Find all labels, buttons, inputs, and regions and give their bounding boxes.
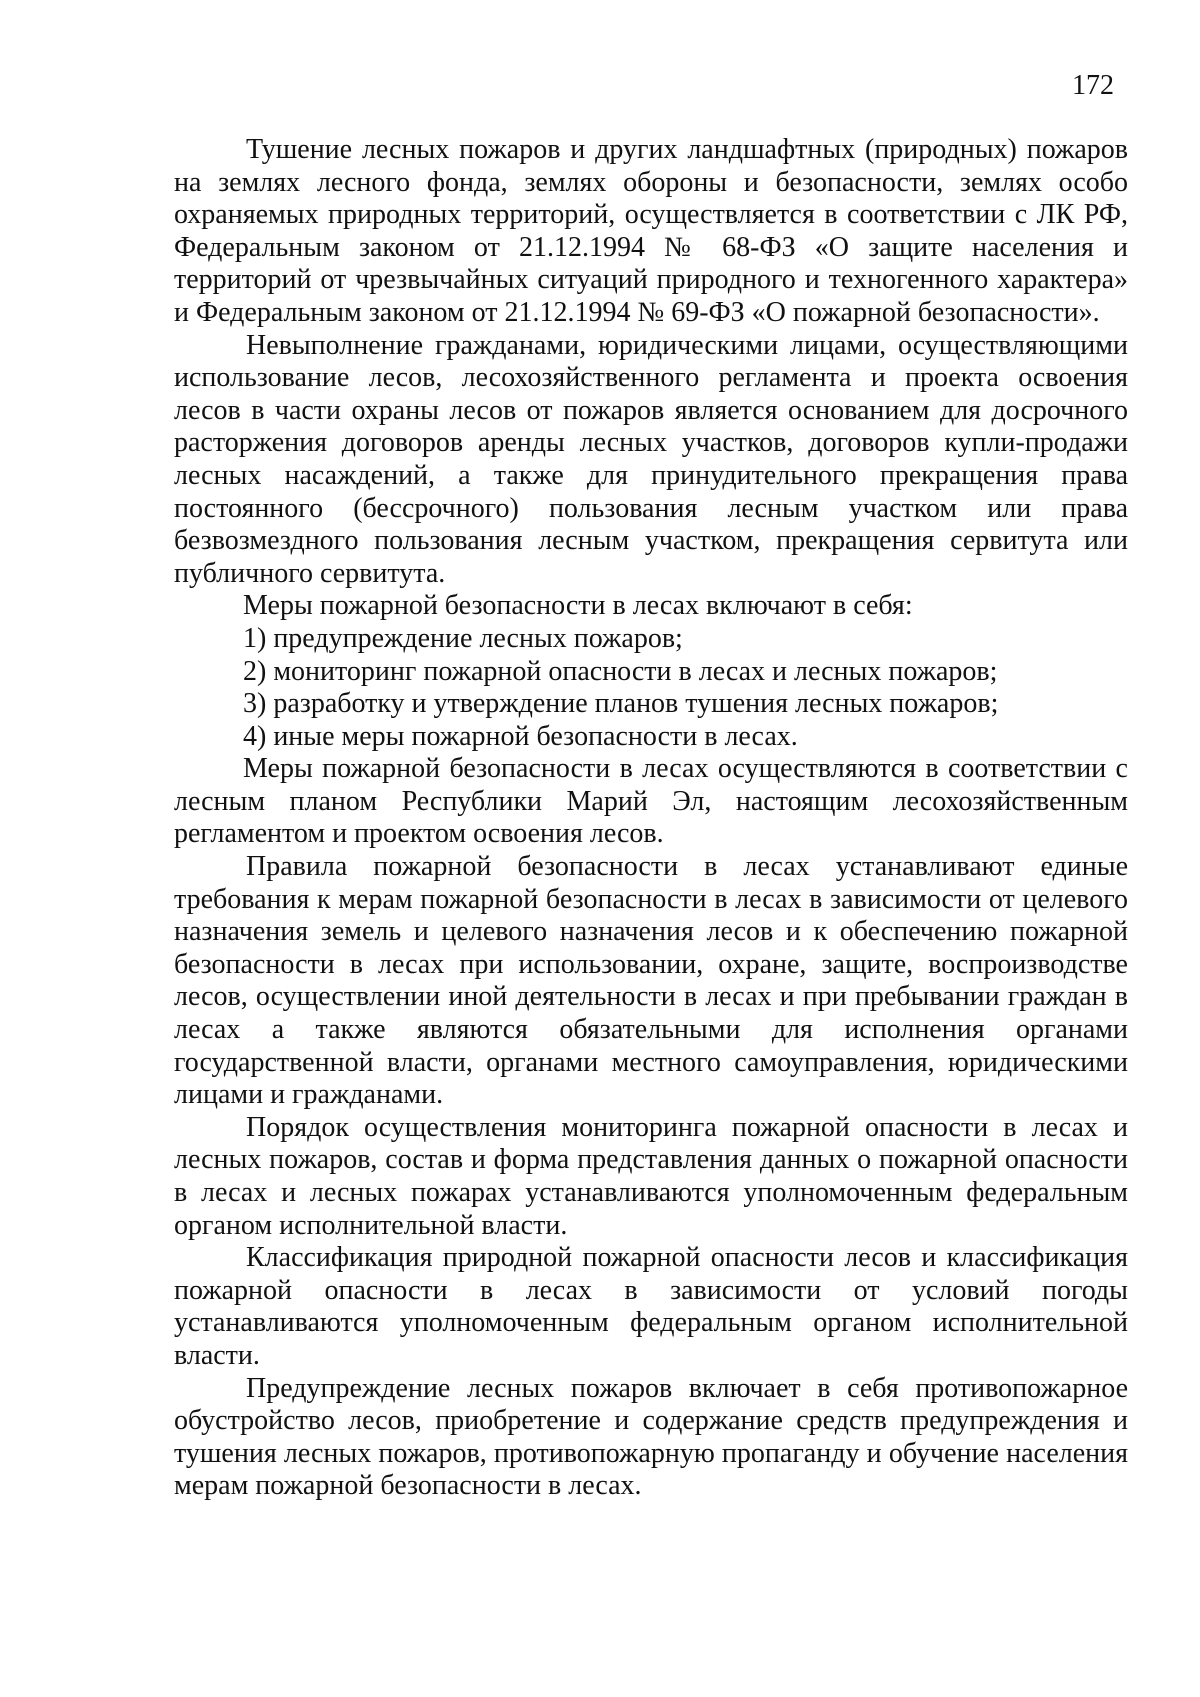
paragraph-measures-intro: Меры пожарной безопасности в лесах включают в себя: xyxy=(243,590,913,622)
list-item: 2) мониторинг пожарной опасности в лесах и лесных пожаров; xyxy=(243,655,998,687)
paragraph-monitoring-procedure: Порядок осуществления мониторинга пожарной опасности в лесах и лесных пожаров, состав и форма представления данных о пожарной опасности в лесах и лесных пожарах устанавливаются уполномоченным федеральным органом исполнительной власти. xyxy=(174,1111,1128,1241)
paragraph-prevention: Предупреждение лесных пожаров включает в себя противопожарное обустройство лесов, приобретение и содержание средств предупреждения и тушения лесных пожаров, противопожарную пропаганду и обучение населения мерам пожарной безопасности в лесах. xyxy=(174,1372,1128,1502)
list-item: 1) предупреждение лесных пожаров; xyxy=(243,622,683,654)
list-item: 4) иные меры пожарной безопасности в лесах. xyxy=(243,720,798,752)
paragraph-firefighting: Тушение лесных пожаров и других ландшафтных (природных) пожаров на землях лесного фонда, землях обороны и безопасности, землях особо охраняемых природных территорий, осуществляется в соответствии с ЛК РФ, Федеральным законом от 21.12.1994 № 68-ФЗ «О защите населения и территорий от чрезвычайных ситуаций природного и техногенного характера» и Федеральным законом от 21.12.1994 № 69-ФЗ «О пожарной безопасности». xyxy=(174,134,1128,328)
document-body xyxy=(174,134,1128,1503)
paragraph-fire-safety-rules: Правила пожарной безопасности в лесах устанавливают единые требования к мерам пожарной безопасности в лесах в зависимости от целевого назначения земель и целевого назначения лесов и к обеспечению пожарной безопасности в лесах при использовании, охране, защите, воспроизводстве лесов, осуществлении иной деятельности в лесах и при пребывании граждан в лесах а также являются обязательными для исполнения органами государственной власти, органами местного самоуправления, юридическими лицами и гражданами. xyxy=(174,851,1128,1111)
page-number: 172 xyxy=(1072,70,1114,101)
paragraph-classification: Классификация природной пожарной опасности лесов и классификация пожарной опасности в лесах в зависимости от условий погоды устанавливаются уполномоченным федеральным органом исполнительной власти. xyxy=(174,1242,1128,1371)
paragraph-measures-basis: Меры пожарной безопасности в лесах осуществляются в соответствии с лесным планом Республики Марий Эл, настоящим лесохозяйственным регламентом и проектом освоения лесов. xyxy=(174,753,1128,850)
paragraph-noncompliance: Невыполнение гражданами, юридическими лицами, осуществляющими использование лесов, лесохозяйственного регламента и проекта освоения лесов в части охраны лесов от пожаров является основанием для досрочного расторжения договоров аренды лесных участков, договоров купли-продажи лесных насаждений, а также для принудительного прекращения права постоянного (бессрочного) пользования лесным участком или права безвозмездного пользования лесным участком, прекращения сервитута или публичного сервитута. xyxy=(174,329,1128,589)
list-item: 3) разработку и утверждение планов тушения лесных пожаров; xyxy=(243,688,999,720)
